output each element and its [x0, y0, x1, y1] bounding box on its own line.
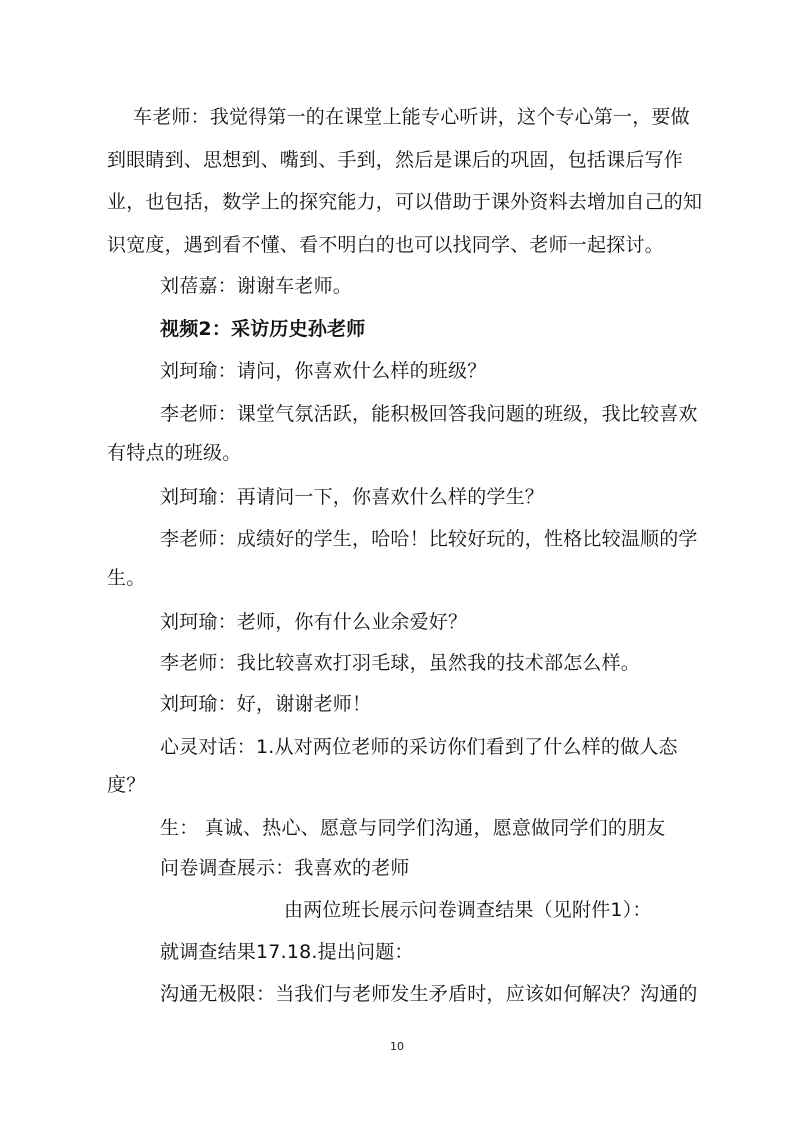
text-line: 刘珂瑜：再请问一下，你喜欢什么样的学生？ — [160, 486, 545, 508]
text-line: 李老师：课堂气氛活跃，能积极回答我问题的班级，我比较喜欢 — [160, 403, 698, 425]
text-line: 有特点的班级。 — [107, 442, 242, 464]
section-heading: 视频2：采访历史孙老师 — [160, 318, 366, 340]
text-line: 刘珂瑜：好，谢谢老师！ — [160, 693, 372, 715]
text-line: 心灵对话：1.从对两位老师的采访你们看到了什么样的做人态 — [160, 736, 678, 758]
text-line: 刘珂瑜：老师，你有什么业余爱好？ — [160, 611, 468, 633]
text-line: 刘蓓嘉：谢谢车老师。 — [160, 275, 353, 297]
text-line: 度？ — [107, 774, 146, 796]
text-line: 沟通无极限：当我们与老师发生矛盾时，应该如何解决？沟通的 — [160, 983, 698, 1005]
text-line: 刘珂瑜：请问，你喜欢什么样的班级？ — [160, 360, 487, 382]
text-line: 车老师：我觉得第一的在课堂上能专心听讲，这个专心第一，要做 — [133, 106, 690, 128]
text-line: 到眼睛到、思想到、嘴到、手到，然后是课后的巩固，包括课后写作 — [107, 149, 684, 171]
text-line: 李老师：我比较喜欢打羽毛球，虽然我的技术部怎么样。 — [160, 652, 641, 674]
text-line: 业，也包括，数学上的探究能力，可以借助于课外资料去增加自己的知 — [107, 191, 703, 213]
text-line: 就调查结果17.18.提出问题： — [160, 941, 414, 963]
text-line: 由两位班长展示问卷调查结果（见附件1）： — [284, 899, 652, 921]
text-line: 李老师：成绩好的学生，哈哈！比较好玩的，性格比较温顺的学 — [160, 528, 698, 550]
text-line: 生： 真诚、热心、愿意与同学们沟通，愿意做同学们的朋友 — [160, 817, 666, 839]
page-number: 10 — [390, 1040, 404, 1053]
text-line: 生。 — [107, 567, 146, 589]
text-line: 识宽度，遇到看不懂、看不明白的也可以找同学、老师一起探讨。 — [107, 234, 664, 256]
text-line: 问卷调查展示：我喜欢的老师 — [160, 857, 410, 879]
